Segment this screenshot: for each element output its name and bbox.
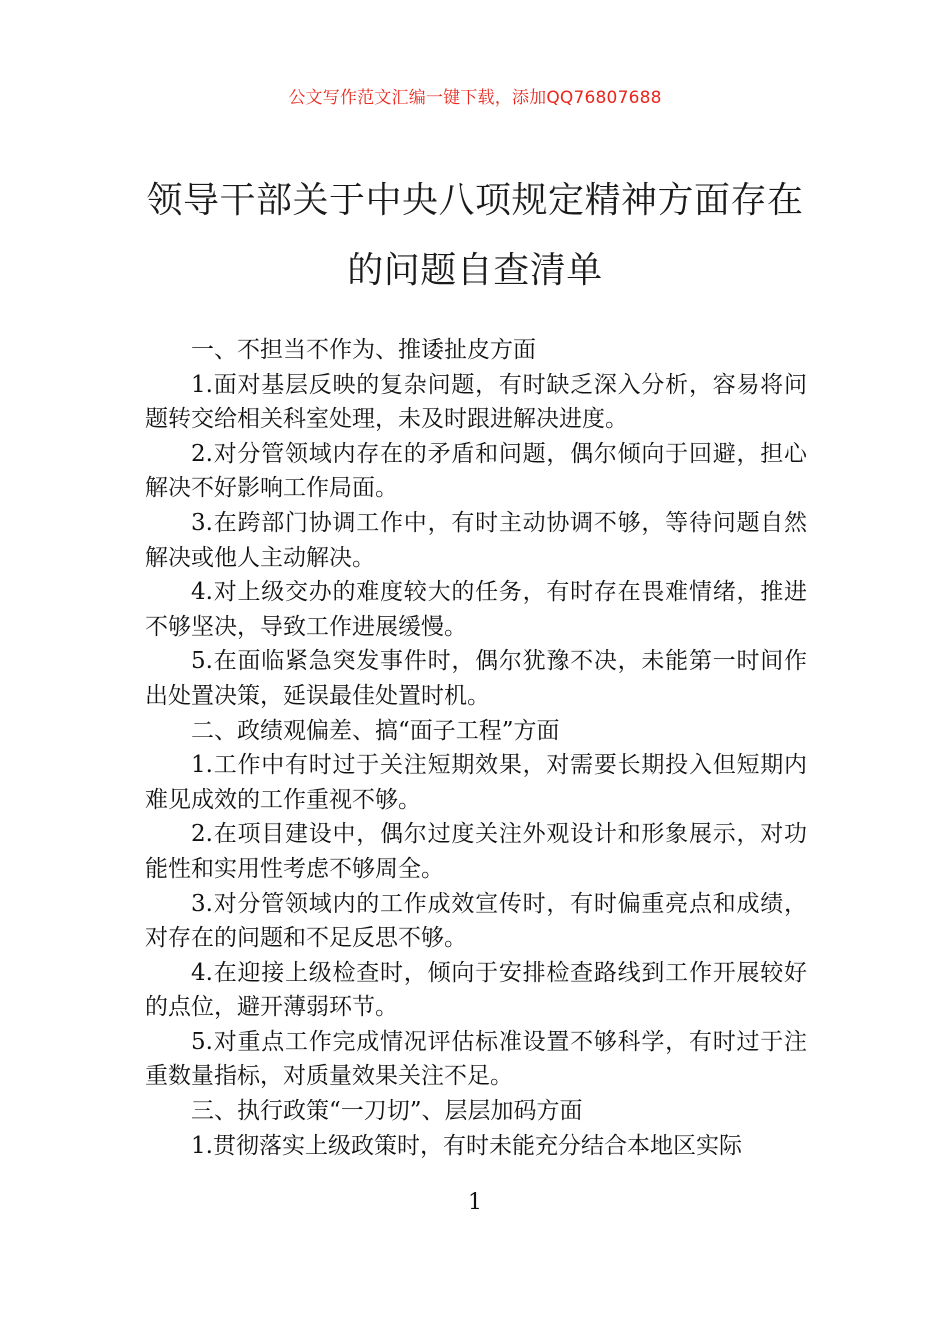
- list-item: 1.面对基层反映的复杂问题，有时缺乏深入分析，容易将问题转交给相关科室处理，未及时跟进解决进度。: [145, 371, 807, 433]
- list-item: 2.对分管领域内存在的矛盾和问题，偶尔倾向于回避，担心解决不好影响工作局面。: [145, 440, 807, 502]
- section-heading: 一、不担当不作为、推诿扯皮方面: [191, 337, 536, 363]
- list-item: 4.在迎接上级检查时，倾向于安排检查路线到工作开展较好的点位，避开薄弱环节。: [145, 959, 807, 1021]
- list-item: 5.在面临紧急突发事件时，偶尔犹豫不决，未能第一时间作出处置决策，延误最佳处置时机。: [145, 648, 807, 709]
- list-item: 2.在项目建设中，偶尔过度关注外观设计和形象展示，对功能性和实用性考虑不够周全。: [145, 821, 807, 882]
- list-item: 3.对分管领域内的工作成效宣传时，有时偏重亮点和成绩，对存在的问题和不足反思不够。: [145, 890, 807, 952]
- download-notice: 公文写作范文汇编一键下载，添加QQ76807688: [288, 88, 662, 108]
- document-body: [145, 333, 807, 1163]
- list-item: 1.贯彻落实上级政策时，有时未能充分结合本地区实际: [191, 1132, 742, 1159]
- list-item: 4.对上级交办的难度较大的任务，有时存在畏难情绪，推进不够坚决，导致工作进展缓慢。: [145, 579, 807, 640]
- list-item: 1.工作中有时过于关注短期效果，对需要长期投入但短期内难见成效的工作重视不够。: [145, 752, 807, 813]
- document-title: 领导干部关于中央八项规定精神方面存在的问题自查清单: [146, 180, 804, 291]
- list-item: 3.在跨部门协调工作中，有时主动协调不够，等待问题自然解决或他人主动解决。: [145, 509, 807, 571]
- section-heading: 二、政绩观偏差、搞“面子工程”方面: [191, 717, 560, 744]
- page-number: 1: [468, 1190, 482, 1215]
- list-item: 5.对重点工作完成情况评估标准设置不够科学，有时过于注重数量指标，对质量效果关注不足。: [145, 1028, 807, 1090]
- section-heading: 三、执行政策“一刀切”、层层加码方面: [191, 1098, 583, 1125]
